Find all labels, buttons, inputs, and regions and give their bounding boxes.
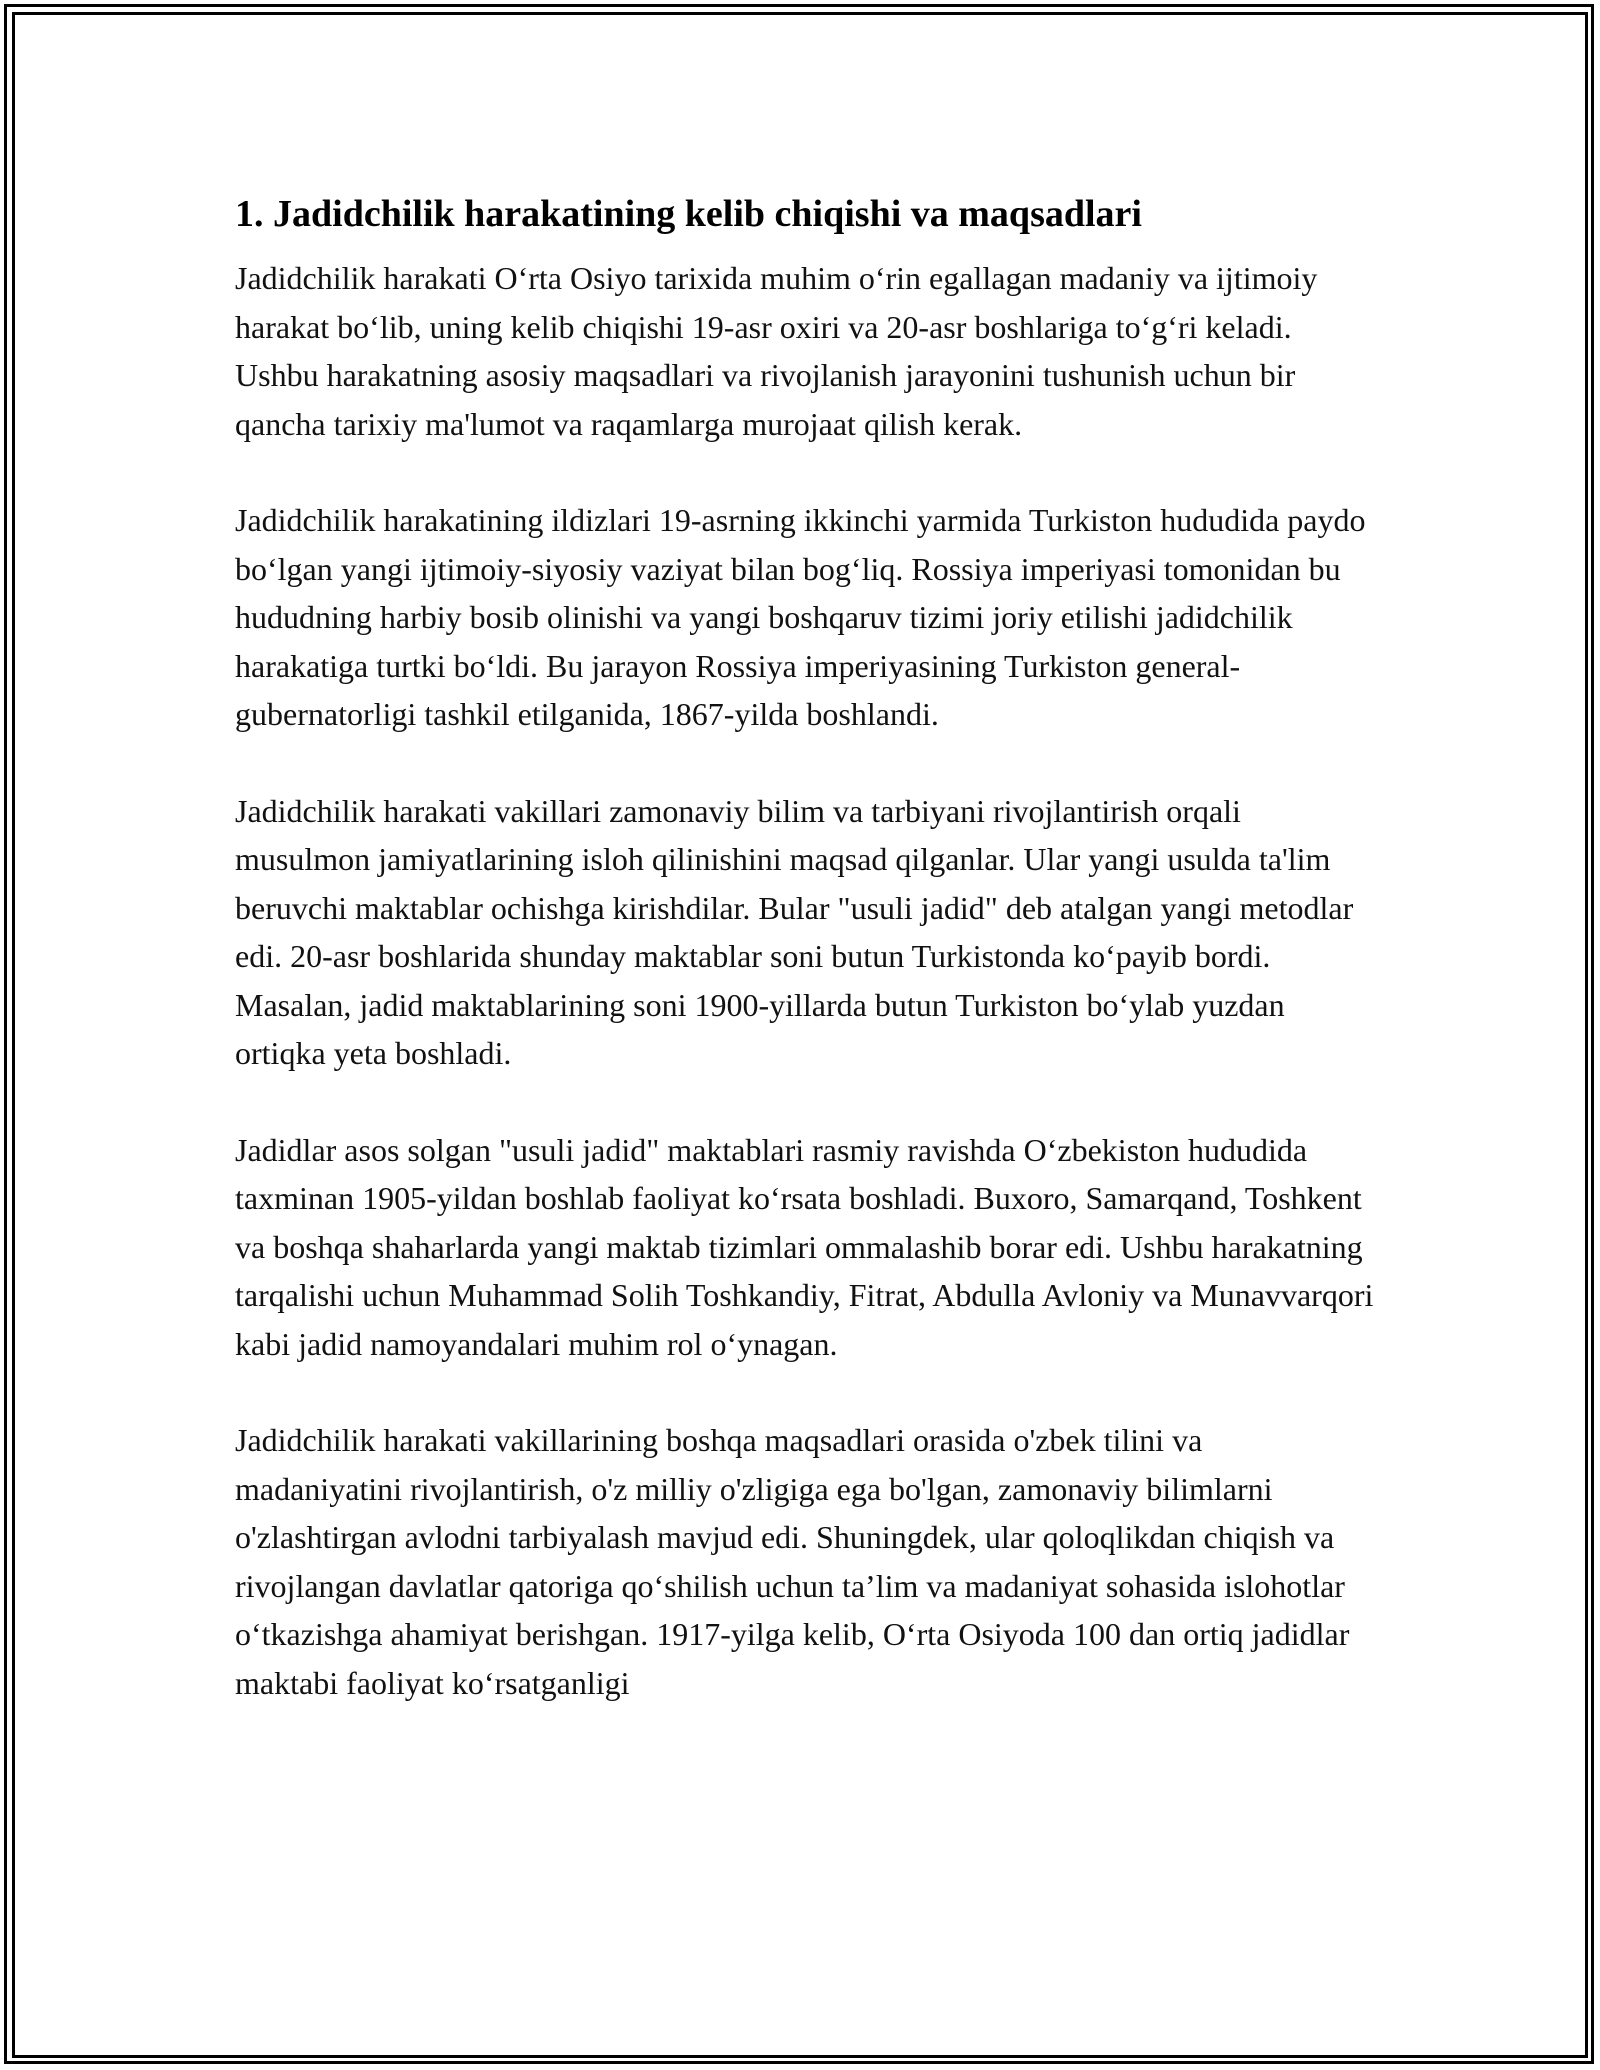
paragraph-2: Jadidchilik harakatining ildizlari 19-asrning ikkinchi yarmida Turkiston hududida paydo bo‘lgan yangi ijtimoiy-siyosiy vaziyat bilan bog‘liq. Rossiya imperiyasi tomonidan bu hududning harbiy bosib olinishi va yangi boshqaruv tizimi joriy etilishi jadidchilik harakatiga turtki bo‘ldi. Bu jarayon Rossiya imperiyasining Turkiston general-gubernatorligi tashkil etilganida, 1867-yilda boshlandi. [235,502,1366,732]
document-body [235,186,1375,1707]
paragraph-3: Jadidchilik harakati vakillari zamonaviy bilim va tarbiyani rivojlantirish orqali musulmon jamiyatlarining isloh qilinishini maqsad qilganlar. Ular yangi usulda ta'lim beruvchi maktablar ochishga kirishdilar. Bular "usuli jadid" deb atalgan yangi metodlar edi. 20-asr boshlarida shunday maktablar soni butun Turkistonda ko‘payib bordi. Masalan, jadid maktablarining soni 1900-yillarda butun Turkiston bo‘ylab yuzdan ortiqka yeta boshladi. [235,792,1354,1071]
section-heading: 1. Jadidchilik harakatining kelib chiqishi va maqsadlari [235,193,1142,235]
paragraph-4: Jadidlar asos solgan "usuli jadid" maktablari rasmiy ravishda O‘zbekiston hududida taxminan 1905-yildan boshlab faoliyat ko‘rsata boshladi. Buxoro, Samarqand, Toshkent va boshqa shaharlarda yangi maktab tizimlari ommalashib borar edi. Ushbu harakatning tarqalishi uchun Muhammad Solih Toshkandiy, Fitrat, Abdulla Avloniy va Munavvarqori kabi jadid namoyandalari muhim rol o‘ynagan. [235,1131,1374,1362]
paragraph-5: Jadidchilik harakati vakillarining boshqa maqsadlari orasida o'zbek tilini va madaniyatini rivojlantirish, o'z milliy o'zligiga ega bo'lgan, zamonaviy bilimlarni o'zlashtirgan avlodni tarbiyalash mavjud edi. Shuningdek, ular qoloqlikdan chiqish va rivojlangan davlatlar qatoriga qo‘shilish uchun ta’lim va madaniyat sohasida islohotlar o‘tkazishga ahamiyat berishgan. 1917-yilga kelib, O‘rta Osiyoda 100 dan ortiq jadidlar maktabi faoliyat ko‘rsatganligi [235,1422,1350,1701]
paragraph-1: Jadidchilik harakati O‘rta Osiyo tarixida muhim o‘rin egallagan madaniy va ijtimoiy harakat bo‘lib, uning kelib chiqishi 19-asr oxiri va 20-asr boshlariga to‘g‘ri keladi. Ushbu harakatning asosiy maqsadlari va rivojlanish jarayonini tushunish uchun bir qancha tarixiy ma'lumot va raqamlarga murojaat qilish kerak. [235,260,1318,442]
